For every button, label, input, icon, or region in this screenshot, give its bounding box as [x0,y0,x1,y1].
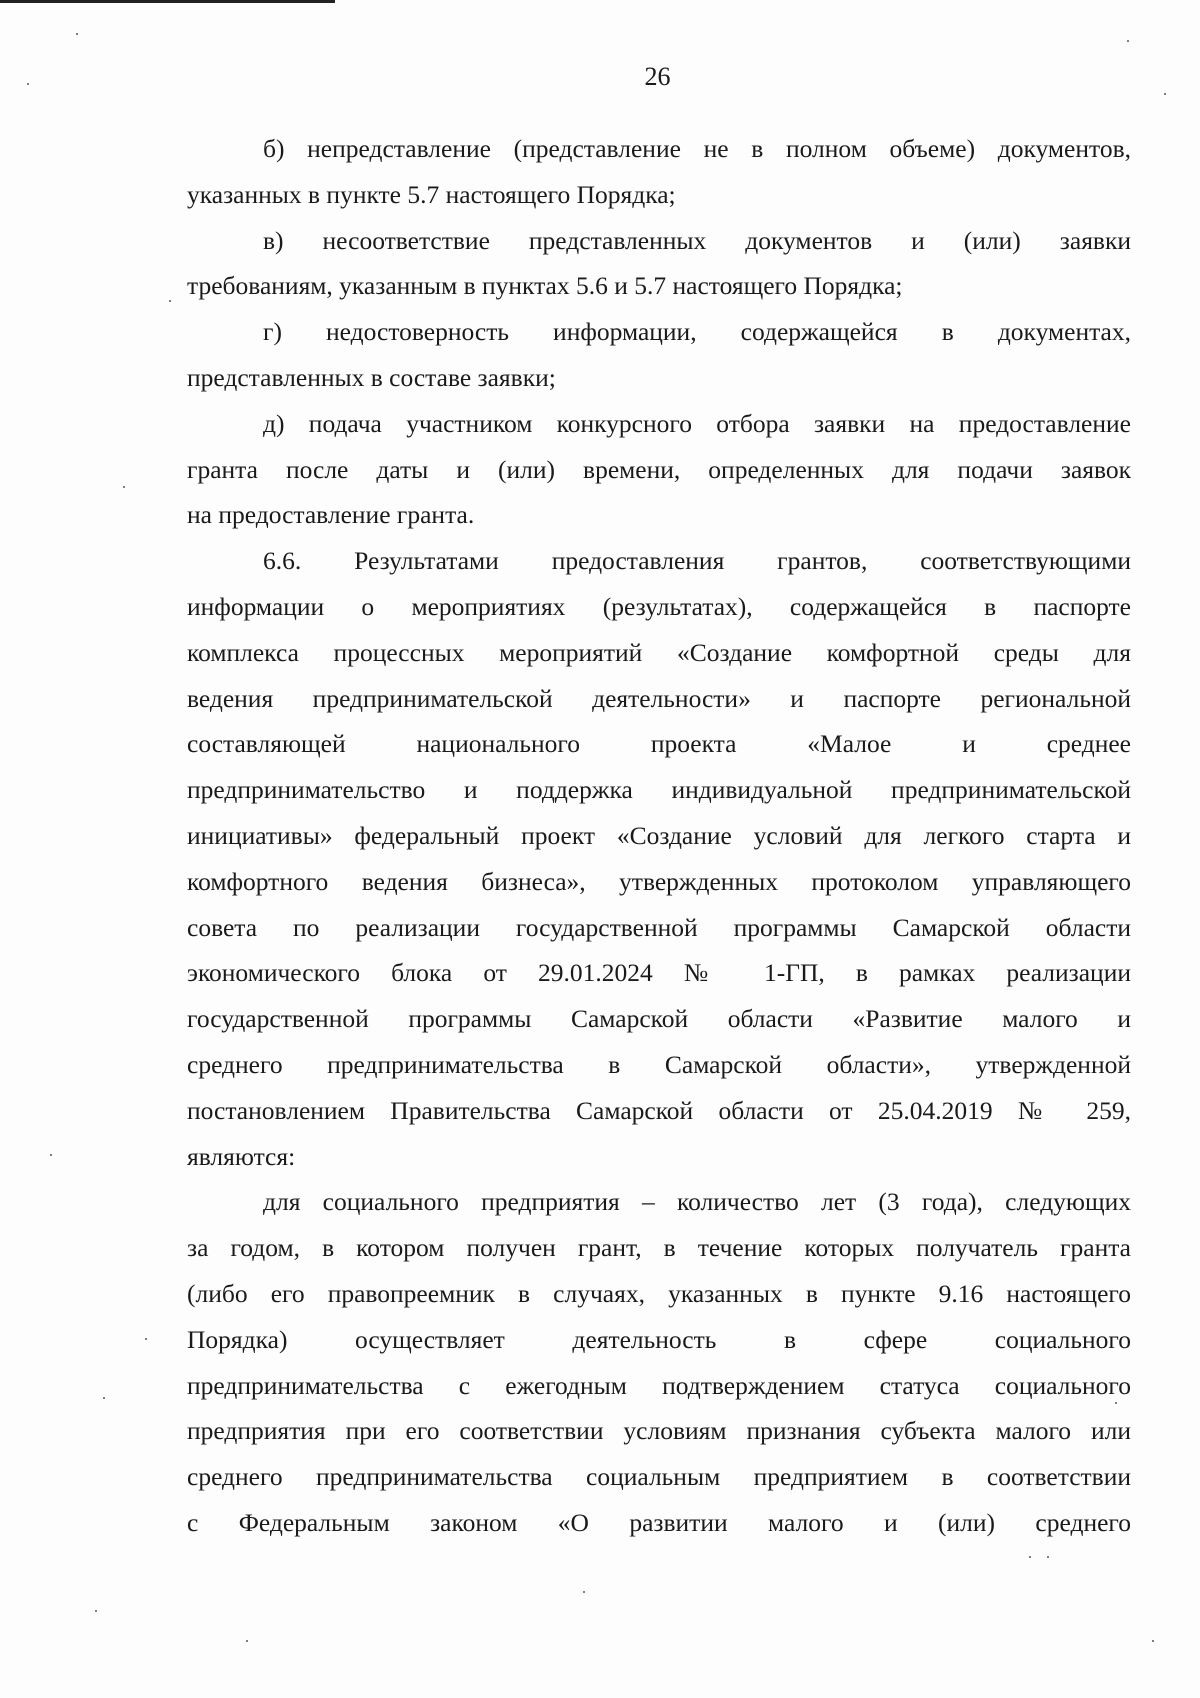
text-line: (либо его правопреемник в случаях, указанных в пункте 9.16 настоящего [187,1278,1131,1308]
scan-speck [1115,1402,1117,1404]
text-line: в) несоответствие представленных документов и (или) заявки [263,225,1131,255]
text-line: экономического блока от 29.01.2024 № 1-ГП, в рамках реализации [187,958,1131,988]
text-line: ведения предпринимательской деятельности» и паспорте региональной [187,683,1131,713]
text-line: гранта после даты и (или) времени, определенных для подачи заявок [187,454,1131,484]
text-line: составляющей национального проекта «Малое и среднее [187,729,1131,759]
scan-speck [1152,1640,1154,1642]
text-line: комплекса процессных мероприятий «Создание комфортной среды для [187,637,1131,667]
scan-speck [246,1640,248,1642]
scan-speck [27,83,29,85]
text-line: на предоставление гранта. [187,500,475,530]
scan-speck [145,1338,147,1340]
text-line: совета по реализации государственной программы Самарской области [187,912,1131,942]
text-line: среднего предпринимательства в Самарской области», утвержденной [187,1049,1131,1079]
document-body [187,126,1131,1546]
text-line: инициативы» федеральный проект «Создание условий для легкого старта и [187,820,1131,850]
text-line: государственной программы Самарской области «Развитие малого и [187,1004,1131,1034]
scan-speck [95,1610,97,1612]
scan-speck [1047,1556,1049,1558]
text-line: предпринимательства с ежегодным подтверждением статуса социального [187,1370,1131,1400]
text-line: среднего предпринимательства социальным предприятием в соответствии [187,1462,1131,1492]
text-line: предприятия при его соответствии условиям признания субъекта малого или [187,1416,1131,1446]
text-line: 6.6. Результатами предоставления грантов, соответствующими [263,546,1131,576]
text-line: Порядка) осуществляет деятельность в сфере социального [187,1324,1131,1354]
scan-speck [1127,40,1129,42]
page-number: 26 [644,62,671,91]
scan-speck [169,300,171,302]
text-line: являются: [187,1141,296,1171]
text-line: комфортного ведения бизнеса», утвержденных протоколом управляющего [187,866,1131,896]
scan-speck [103,1397,105,1399]
text-line: представленных в составе заявки; [187,362,556,392]
scan-speck [1029,1556,1031,1558]
scan-speck [76,33,78,35]
text-line: предпринимательство и поддержка индивидуальной предпринимательской [187,775,1131,805]
text-line: г) недостоверность информации, содержащейся в документах, [263,317,1131,347]
text-line: за годом, в котором получен грант, в течение которых получатель гранта [187,1233,1131,1263]
text-line: д) подача участником конкурсного отбора заявки на предоставление [263,408,1131,438]
scan-speck [123,486,125,488]
text-line: требованиям, указанным в пунктах 5.6 и 5.7 настоящего Порядка; [187,271,903,301]
scan-speck [583,1591,585,1593]
text-line: информации о мероприятиях (результатах), содержащейся в паспорте [187,591,1131,621]
scan-speck [50,1154,52,1156]
scan-speck [1164,93,1166,95]
text-line: указанных в пункте 5.7 настоящего Порядка; [187,179,676,209]
text-line: постановлением Правительства Самарской области от 25.04.2019 № 259, [187,1095,1131,1125]
text-line: б) непредставление (представление не в полном объеме) документов, [263,134,1131,163]
text-line: с Федеральным законом «О развитии малого и (или) среднего [187,1507,1131,1537]
text-line: для социального предприятия – количество лет (3 года), следующих [263,1187,1131,1217]
top-border-line [0,0,335,3]
